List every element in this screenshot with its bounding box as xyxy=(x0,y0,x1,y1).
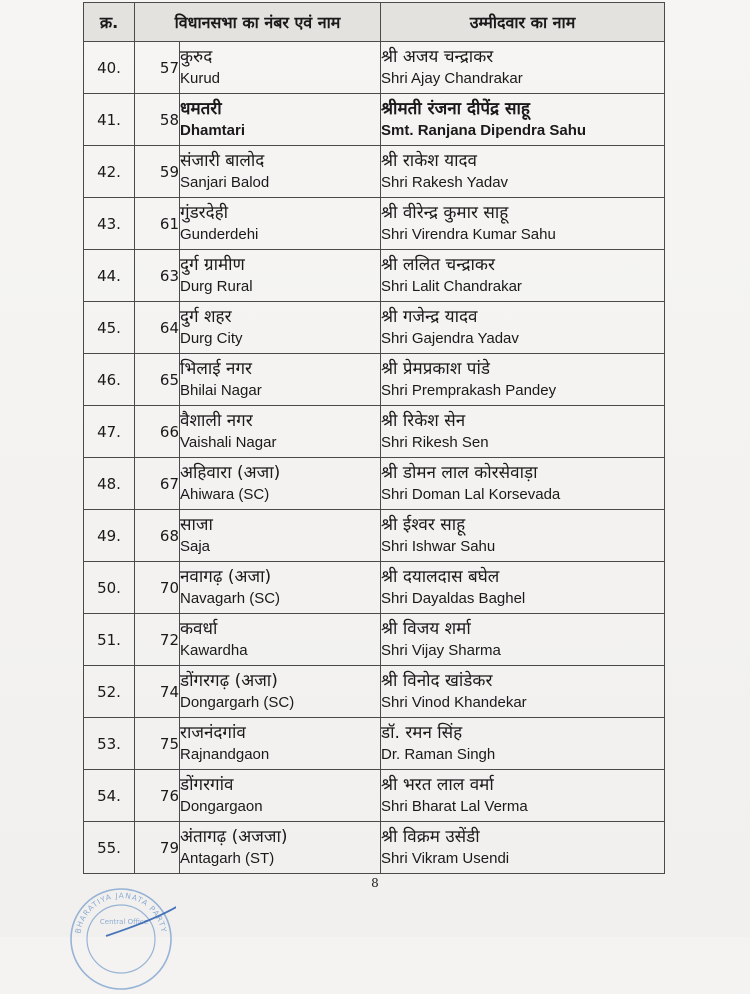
row-serial: 52. xyxy=(84,666,135,718)
constituency-name-hindi: डोंगरगढ़ (अजा) xyxy=(180,671,278,691)
constituency-name-hindi: अंतागढ़ (अजजा) xyxy=(180,827,288,847)
row-constituency-number: 58 xyxy=(135,94,180,146)
table-row xyxy=(84,42,665,94)
candidate-name-english: Shri Ajay Chandrakar xyxy=(381,70,523,87)
row-serial: 50. xyxy=(84,562,135,614)
table-row xyxy=(84,822,665,874)
candidate-name-english: Shri Vinod Khandekar xyxy=(381,694,527,711)
row-constituency-number: 66 xyxy=(135,406,180,458)
row-constituency xyxy=(180,406,381,458)
constituency-name-hindi: गुंडरदेही xyxy=(180,203,229,223)
row-constituency-number: 65 xyxy=(135,354,180,406)
candidate-name-hindi: श्री प्रेमप्रकाश पांडे xyxy=(381,359,490,379)
header-constituency: विधानसभा का नंबर एवं नाम xyxy=(135,3,381,42)
table-row xyxy=(84,458,665,510)
candidate-name-english: Smt. Ranjana Dipendra Sahu xyxy=(381,122,587,139)
row-candidate xyxy=(381,770,665,822)
row-constituency-number: 70 xyxy=(135,562,180,614)
row-candidate xyxy=(381,146,665,198)
page-number: 8 xyxy=(371,876,379,890)
row-constituency-number: 59 xyxy=(135,146,180,198)
row-candidate xyxy=(381,198,665,250)
row-candidate xyxy=(381,406,665,458)
constituency-name-hindi: धमतरी xyxy=(180,99,222,119)
row-constituency xyxy=(180,198,381,250)
candidate-name-english: Shri Bharat Lal Verma xyxy=(381,798,528,815)
row-candidate xyxy=(381,666,665,718)
table-row xyxy=(84,770,665,822)
row-serial: 41. xyxy=(84,94,135,146)
candidate-name-hindi: श्री डोमन लाल कोरसेवाड़ा xyxy=(381,463,538,483)
row-serial: 45. xyxy=(84,302,135,354)
row-constituency xyxy=(180,250,381,302)
row-constituency xyxy=(180,458,381,510)
row-candidate xyxy=(381,718,665,770)
candidate-name-hindi: श्री ईश्वर साहू xyxy=(381,515,466,535)
candidate-name-english: Shri Premprakash Pandey xyxy=(381,382,557,399)
row-constituency-number: 79 xyxy=(135,822,180,874)
candidate-name-english: Shri Lalit Chandrakar xyxy=(381,278,522,295)
constituency-name-english: Kawardha xyxy=(180,642,248,659)
row-constituency-number: 72 xyxy=(135,614,180,666)
candidate-name-english: Shri Rakesh Yadav xyxy=(381,174,509,191)
row-constituency xyxy=(180,94,381,146)
constituency-name-hindi: साजा xyxy=(180,515,213,535)
constituency-name-english: Gunderdehi xyxy=(180,226,259,243)
candidate-name-english: Shri Dayaldas Baghel xyxy=(381,590,526,607)
row-candidate xyxy=(381,458,665,510)
candidate-name-hindi: श्री राकेश यादव xyxy=(381,151,477,171)
candidate-name-hindi: श्री भरत लाल वर्मा xyxy=(381,775,494,795)
header-candidate: उम्मीदवार का नाम xyxy=(381,3,665,42)
row-serial: 40. xyxy=(84,42,135,94)
constituency-name-english: Antagarh (ST) xyxy=(180,850,275,867)
table-row xyxy=(84,146,665,198)
constituency-name-hindi: संजारी बालोद xyxy=(180,151,265,171)
seal-arc-text: BHARATIYA JANATA PARTY xyxy=(73,890,169,935)
table-row xyxy=(84,718,665,770)
row-candidate xyxy=(381,42,665,94)
row-serial: 53. xyxy=(84,718,135,770)
candidate-name-hindi: श्री विजय शर्मा xyxy=(381,619,471,639)
row-serial: 51. xyxy=(84,614,135,666)
row-constituency xyxy=(180,510,381,562)
candidate-name-hindi: डॉ. रमन सिंह xyxy=(381,723,463,743)
candidate-name-hindi: श्रीमती रंजना दीपेंद्र साहू xyxy=(381,99,530,119)
table-row xyxy=(84,510,665,562)
header-serial: क्र. xyxy=(84,3,135,42)
row-constituency xyxy=(180,42,381,94)
row-constituency-number: 74 xyxy=(135,666,180,718)
row-candidate xyxy=(381,354,665,406)
constituency-name-hindi: नवागढ़ (अजा) xyxy=(180,567,272,587)
row-candidate xyxy=(381,562,665,614)
row-constituency xyxy=(180,822,381,874)
candidate-name-hindi: श्री अजय चन्द्राकर xyxy=(381,47,494,67)
row-constituency xyxy=(180,770,381,822)
candidate-name-english: Shri Rikesh Sen xyxy=(381,434,489,451)
row-serial: 43. xyxy=(84,198,135,250)
constituency-name-hindi: कुरुद xyxy=(180,47,213,67)
row-candidate xyxy=(381,250,665,302)
party-seal-stamp xyxy=(66,884,176,994)
candidate-name-hindi: श्री विनोद खांडेकर xyxy=(381,671,493,691)
candidate-name-english: Shri Gajendra Yadav xyxy=(381,330,519,347)
row-serial: 46. xyxy=(84,354,135,406)
constituency-name-english: Bhilai Nagar xyxy=(180,382,262,399)
constituency-name-english: Rajnandgaon xyxy=(180,746,270,763)
constituency-name-english: Durg City xyxy=(180,330,243,347)
candidate-name-english: Shri Doman Lal Korsevada xyxy=(381,486,561,503)
row-candidate xyxy=(381,94,665,146)
table-row xyxy=(84,354,665,406)
row-candidate xyxy=(381,510,665,562)
row-constituency xyxy=(180,614,381,666)
row-candidate xyxy=(381,822,665,874)
constituency-name-english: Dongargaon xyxy=(180,798,263,815)
constituency-name-hindi: भिलाई नगर xyxy=(180,359,252,379)
candidate-name-hindi: श्री दयालदास बघेल xyxy=(381,567,500,587)
constituency-name-english: Kurud xyxy=(180,70,221,87)
constituency-name-english: Durg Rural xyxy=(180,278,253,295)
row-constituency xyxy=(180,562,381,614)
svg-text:BHARATIYA JANATA PARTY xyxy=(73,891,168,934)
constituency-name-hindi: अहिवारा (अजा) xyxy=(180,463,281,483)
row-constituency-number: 68 xyxy=(135,510,180,562)
row-serial: 47. xyxy=(84,406,135,458)
candidate-name-hindi: श्री गजेन्द्र यादव xyxy=(381,307,478,327)
table-row xyxy=(84,198,665,250)
table-row xyxy=(84,562,665,614)
candidate-name-english: Dr. Raman Singh xyxy=(381,746,496,763)
row-constituency xyxy=(180,302,381,354)
table-row xyxy=(84,94,665,146)
constituency-name-hindi: कवर्धा xyxy=(180,619,218,639)
table-row xyxy=(84,614,665,666)
candidate-name-hindi: श्री विक्रम उसेंडी xyxy=(381,827,480,847)
table-row xyxy=(84,302,665,354)
row-serial: 42. xyxy=(84,146,135,198)
candidate-name-english: Shri Vijay Sharma xyxy=(381,642,501,659)
candidate-name-hindi: श्री ललित चन्द्राकर xyxy=(381,255,495,275)
constituency-name-hindi: दुर्ग ग्रामीण xyxy=(180,255,245,275)
row-candidate xyxy=(381,302,665,354)
row-constituency-number: 63 xyxy=(135,250,180,302)
candidate-name-hindi: श्री रिकेश सेन xyxy=(381,411,466,431)
seal-center-text: Central Office xyxy=(99,918,149,926)
row-constituency xyxy=(180,718,381,770)
row-serial: 49. xyxy=(84,510,135,562)
table-header-row xyxy=(84,3,665,42)
constituency-name-hindi: वैशाली नगर xyxy=(180,411,253,431)
row-constituency xyxy=(180,354,381,406)
table-row xyxy=(84,406,665,458)
row-candidate xyxy=(381,614,665,666)
row-constituency xyxy=(180,146,381,198)
constituency-name-hindi: डोंगरगांव xyxy=(180,775,234,795)
constituency-name-english: Navagarh (SC) xyxy=(180,590,281,607)
constituency-name-english: Ahiwara (SC) xyxy=(180,486,270,503)
constituency-name-hindi: राजनंदगांव xyxy=(180,723,246,743)
row-constituency-number: 61 xyxy=(135,198,180,250)
row-serial: 44. xyxy=(84,250,135,302)
constituency-name-english: Saja xyxy=(180,538,211,555)
candidate-name-english: Shri Vikram Usendi xyxy=(381,850,510,867)
constituency-name-english: Dongargarh (SC) xyxy=(180,694,295,711)
table-row xyxy=(84,666,665,718)
row-constituency-number: 64 xyxy=(135,302,180,354)
row-constituency-number: 75 xyxy=(135,718,180,770)
row-constituency xyxy=(180,666,381,718)
row-constituency-number: 67 xyxy=(135,458,180,510)
constituency-name-english: Vaishali Nagar xyxy=(180,434,277,451)
row-serial: 54. xyxy=(84,770,135,822)
candidate-name-hindi: श्री वीरेन्द्र कुमार साहू xyxy=(381,203,509,223)
candidate-name-english: Shri Ishwar Sahu xyxy=(381,538,496,555)
constituency-name-english: Sanjari Balod xyxy=(180,174,270,191)
candidate-table xyxy=(83,2,665,874)
constituency-name-english: Dhamtari xyxy=(180,122,246,139)
row-serial: 48. xyxy=(84,458,135,510)
table-row xyxy=(84,250,665,302)
row-constituency-number: 76 xyxy=(135,770,180,822)
row-constituency-number: 57 xyxy=(135,42,180,94)
constituency-name-hindi: दुर्ग शहर xyxy=(180,307,232,327)
candidate-name-english: Shri Virendra Kumar Sahu xyxy=(381,226,556,243)
row-serial: 55. xyxy=(84,822,135,874)
